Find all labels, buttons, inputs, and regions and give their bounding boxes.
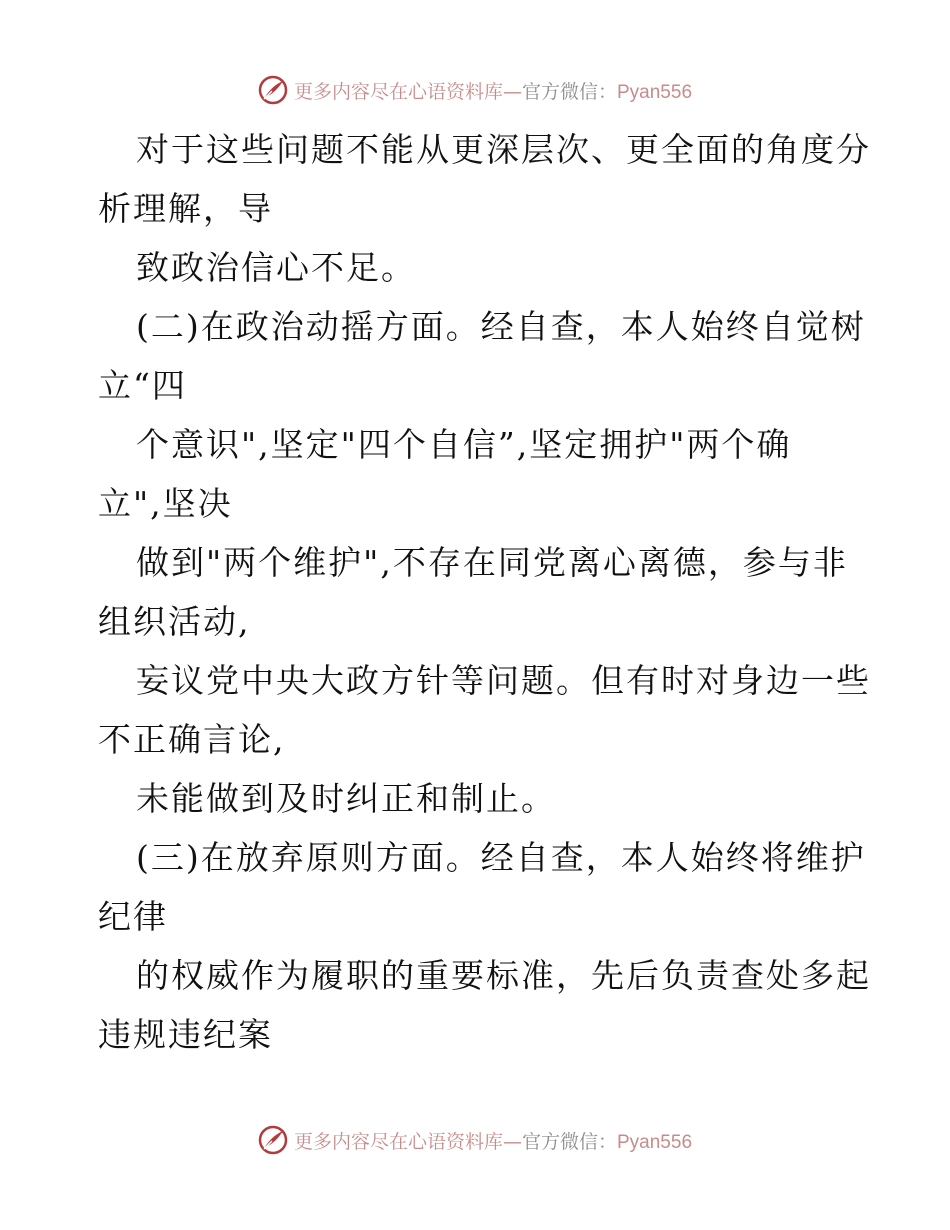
document-body bbox=[98, 120, 871, 1064]
footer-watermark bbox=[0, 1120, 950, 1160]
text-line: 妄议党中央大政方针等问题。但有时对身边一些 bbox=[136, 661, 871, 700]
feather-logo-icon bbox=[258, 75, 288, 105]
text-line: 个意识",坚定"四个自信”,坚定拥护"两个确 bbox=[136, 425, 792, 464]
text-line: 立“四 bbox=[98, 366, 187, 405]
text-line: 做到"两个维护",不存在同党离心离德，参与非 bbox=[136, 543, 848, 582]
watermark-dash: — bbox=[502, 1130, 522, 1153]
text-line: 不正确言论, bbox=[98, 720, 286, 759]
watermark-dash: — bbox=[502, 80, 522, 103]
text-line: 组织活动, bbox=[98, 602, 251, 641]
text-line: 未能做到及时纠正和制止。 bbox=[136, 779, 556, 818]
header-watermark bbox=[0, 70, 950, 110]
watermark-wechat-id: Pyan556 bbox=[617, 81, 693, 103]
watermark-main-text: 更多内容尽在心语资料库 bbox=[293, 80, 503, 103]
watermark-official-label: 官方微信： bbox=[521, 80, 617, 103]
text-line: (二)在政治动摇方面。经自查，本人始终自觉树 bbox=[136, 307, 866, 346]
feather-logo-icon bbox=[258, 1125, 288, 1155]
text-line: 析理解，导 bbox=[98, 189, 273, 228]
text-line: 纪律 bbox=[98, 897, 168, 936]
text-line: 致政治信心不足。 bbox=[136, 248, 416, 287]
watermark-wechat-id: Pyan556 bbox=[617, 1131, 693, 1153]
text-line: 违规违纪案 bbox=[98, 1015, 273, 1054]
text-line: (三)在放弃原则方面。经自查，本人始终将维护 bbox=[136, 838, 866, 877]
watermark-official-label: 官方微信： bbox=[521, 1130, 617, 1153]
text-line: 对于这些问题不能从更深层次、更全面的角度分 bbox=[136, 130, 871, 169]
text-line: 立",坚决 bbox=[98, 484, 233, 523]
text-line: 的权威作为履职的重要标准，先后负责查处多起 bbox=[136, 956, 871, 995]
watermark-main-text: 更多内容尽在心语资料库 bbox=[293, 1130, 503, 1153]
